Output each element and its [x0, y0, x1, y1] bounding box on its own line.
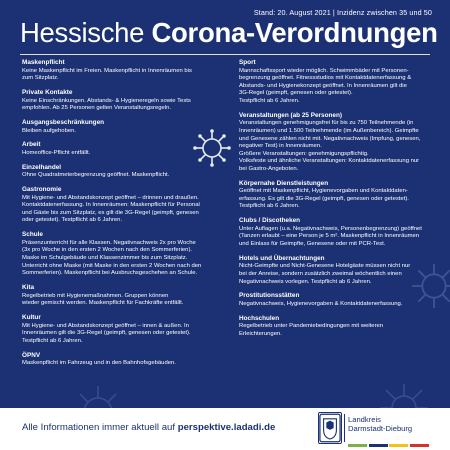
section-heading: Hochschulen — [239, 314, 280, 322]
left-column — [22, 59, 222, 374]
section-sport — [239, 59, 435, 106]
section-heading: Einzelhandel — [22, 163, 62, 171]
section-heading: Gastronomie — [22, 186, 62, 194]
title-divider — [20, 54, 430, 55]
section-heading: Hotels und Übernachtungen — [239, 254, 325, 262]
footer-info — [22, 422, 275, 433]
section-text: Maskenpflicht im Fahrzeug und in den Bahnhofsgebäuden. — [22, 360, 176, 367]
section-maskenpflicht — [22, 59, 222, 83]
coat-of-arms-icon — [318, 412, 342, 444]
section-heading: Prostitutionsstätten — [239, 292, 300, 300]
section-text: Geöffnet mit Maskenpflicht, Hygienevorgaben und Kontaktdaten- erfassung. Es gilt die 3G-Regel (geimpft, genesen oder getestet). Testpflicht ab 6 Jahren. — [239, 188, 409, 210]
page-title — [20, 17, 438, 48]
logo-bar-yellow — [389, 444, 408, 447]
right-column — [239, 59, 435, 345]
section-prostitutionsstaetten — [239, 292, 435, 308]
section-arbeit — [22, 141, 222, 157]
section-text: Bleiben aufgehoben. — [22, 127, 77, 134]
section-einzelhandel — [22, 164, 222, 180]
section-text: Veranstaltungen genehmigungsfrei für bis zu 750 Teilnehmende (in Innenräumen) und 1.500 Teilnehmende (im Außenbereich). Geimpfte und Genesene zählen nicht mit. Negativnachweis (Impfung, genesen, negativer Test) in Innenräumen. Größere Veranstaltungen: genehmigungspflichtig. Volksfeste und ähnliche Veranstaltungen: Kontaktdatenerfassung nur bei Gastro-Angeboten. — [239, 120, 421, 172]
logo-text — [348, 415, 412, 433]
section-hochschulen — [239, 315, 435, 339]
section-heading: Schule — [22, 231, 43, 239]
section-heading: ÖPNV — [22, 351, 41, 359]
section-schule — [22, 231, 222, 278]
section-text: Keine Maskenpflicht im Freien. Maskenpflicht in Innenräumen bis zum Sitzplatz. — [22, 67, 192, 82]
footer-text: Alle Informationen immer aktuell auf — [22, 422, 178, 433]
logo-line1: Landkreis — [348, 415, 381, 424]
logo-bar-blue — [369, 444, 388, 447]
logo-bar-red — [410, 444, 429, 447]
section-heading: Veranstaltungen (ab 25 Personen) — [239, 111, 342, 119]
logo-line2: Darmstadt-Dieburg — [348, 424, 413, 433]
section-text: Regelbetrieb mit Hygienemaßnahmen. Gruppen können wieder gemischt werden. Maskenpflicht für Fachkräfte entfällt. — [22, 292, 184, 307]
section-text: Negativnachweis, Hygienevorgaben & Kontaktdatenerfassung. — [239, 300, 403, 307]
section-text: Mit Hygiene- und Abstandskonzept geöffnet – innen & außen. In Innenräumen gilt die 3G-Regel (geimpft, genesen oder getestet). Testpflicht ab 6 Jahren. — [22, 322, 191, 344]
section-heading: Arbeit — [22, 141, 41, 149]
section-heading: Kita — [22, 283, 35, 291]
section-heading: Ausgangsbeschränkungen — [22, 118, 105, 126]
section-gastronomie — [22, 186, 222, 225]
section-text: Unter Auflagen (u.a. Negativnachweis, Personenbegrenzung) geöffnet (Tanzen erlaubt – eine Person je 5 m². Maskenpflicht in Innenräumen und Einlass für Geimpfte, Genesene oder mit PCR-Test. — [239, 225, 422, 248]
section-heading: Körpernahe Dienstleistungen — [239, 179, 329, 187]
section-oepnv — [22, 352, 222, 368]
section-heading: Clubs / Discotheken — [239, 217, 301, 225]
footer-link[interactable]: perspektive.ladadi.de — [177, 422, 276, 433]
section-hotels — [239, 255, 435, 286]
stand-date: Stand: 20. August 2021 | Inzidenz zwischen 35 und 50 — [253, 8, 432, 17]
section-text: Ohne Quadratmeterbegrenzung geöffnet. Maskenpflicht. — [22, 172, 170, 179]
section-text: Nicht-Geimpfte und Nicht-Genesene Hotelgäste müssen nicht nur bei der Anreise, sondern zusätzlich zweimal wöchentlich einen Negativnachweis vorlegen. Testpflicht ab 6 Jahren. — [239, 263, 411, 285]
logo-bar-green — [348, 444, 367, 447]
section-kultur — [22, 314, 222, 345]
title-main: Corona-Verordnungen — [151, 17, 438, 48]
section-veranstaltungen — [239, 112, 435, 174]
landkreis-logo — [318, 412, 432, 444]
footer — [0, 408, 450, 450]
section-clubs-discotheken — [239, 217, 435, 248]
section-text: Mit Hygiene- und Abstandskonzept geöffnet – drinnen und draußen. Kontaktdatenerfassung. In Innenräumen: Maskenpflicht für Personal und Gäste bis zum Sitzplatz, es gilt die 3G-Regel (geimpft, genesen oder getestet). Testpflicht ab 6 Jahren. — [22, 194, 200, 224]
section-heading: Sport — [239, 59, 256, 66]
logo-color-bar — [348, 434, 430, 437]
section-text: Präsenzunterricht für alle Klassen. Negativnachweis 2x pro Woche (3x pro Woche in den ersten 2 Wochen nach den Sommerferien). Maske im Schulgebäude und Klassenzimmer bis zum Sitzplatz. Unterricht ohne Maske (mit Maske in den ersten 2 Wochen nach den Sommerferien). Maskenpflicht bei Ausbruchsgeschehen an Schule. — [22, 239, 202, 277]
section-heading: Private Kontakte — [22, 88, 73, 96]
section-heading: Maskenpflicht — [22, 59, 65, 66]
section-text: Mannschaftssport wieder möglich. Schwimmbäder mit Personen- begrenzung geöffnet. Fitnessstudios mit Kontaktdatenerfassung & Abstands- und Hygienekonzept geöffnet. In Innenräumen gilt die 3G-Regel (geimpft, genesen oder getestet). Testpflicht ab 6 Jahren. — [239, 67, 412, 104]
section-kita — [22, 284, 222, 308]
section-text: Keine Einschränkungen. Abstands- & Hygieneregeln sowie Tests empfohlen. Ab 25 Personen gelten Veranstaltungsregeln. — [22, 97, 191, 112]
section-text: Homeoffice-Pflicht entfällt. — [22, 149, 91, 156]
section-heading: Kultur — [22, 313, 41, 321]
section-private-kontakte — [22, 89, 222, 113]
section-koerpernahe-dienstleistungen — [239, 180, 435, 211]
section-text: Regelbetrieb unter Pandemiebedingungen mit weiteren Erleichterungen. — [239, 323, 384, 337]
logo-separator — [344, 414, 345, 442]
title-prefix: Hessische — [20, 17, 152, 48]
section-ausgangsbeschraenkungen — [22, 119, 222, 135]
